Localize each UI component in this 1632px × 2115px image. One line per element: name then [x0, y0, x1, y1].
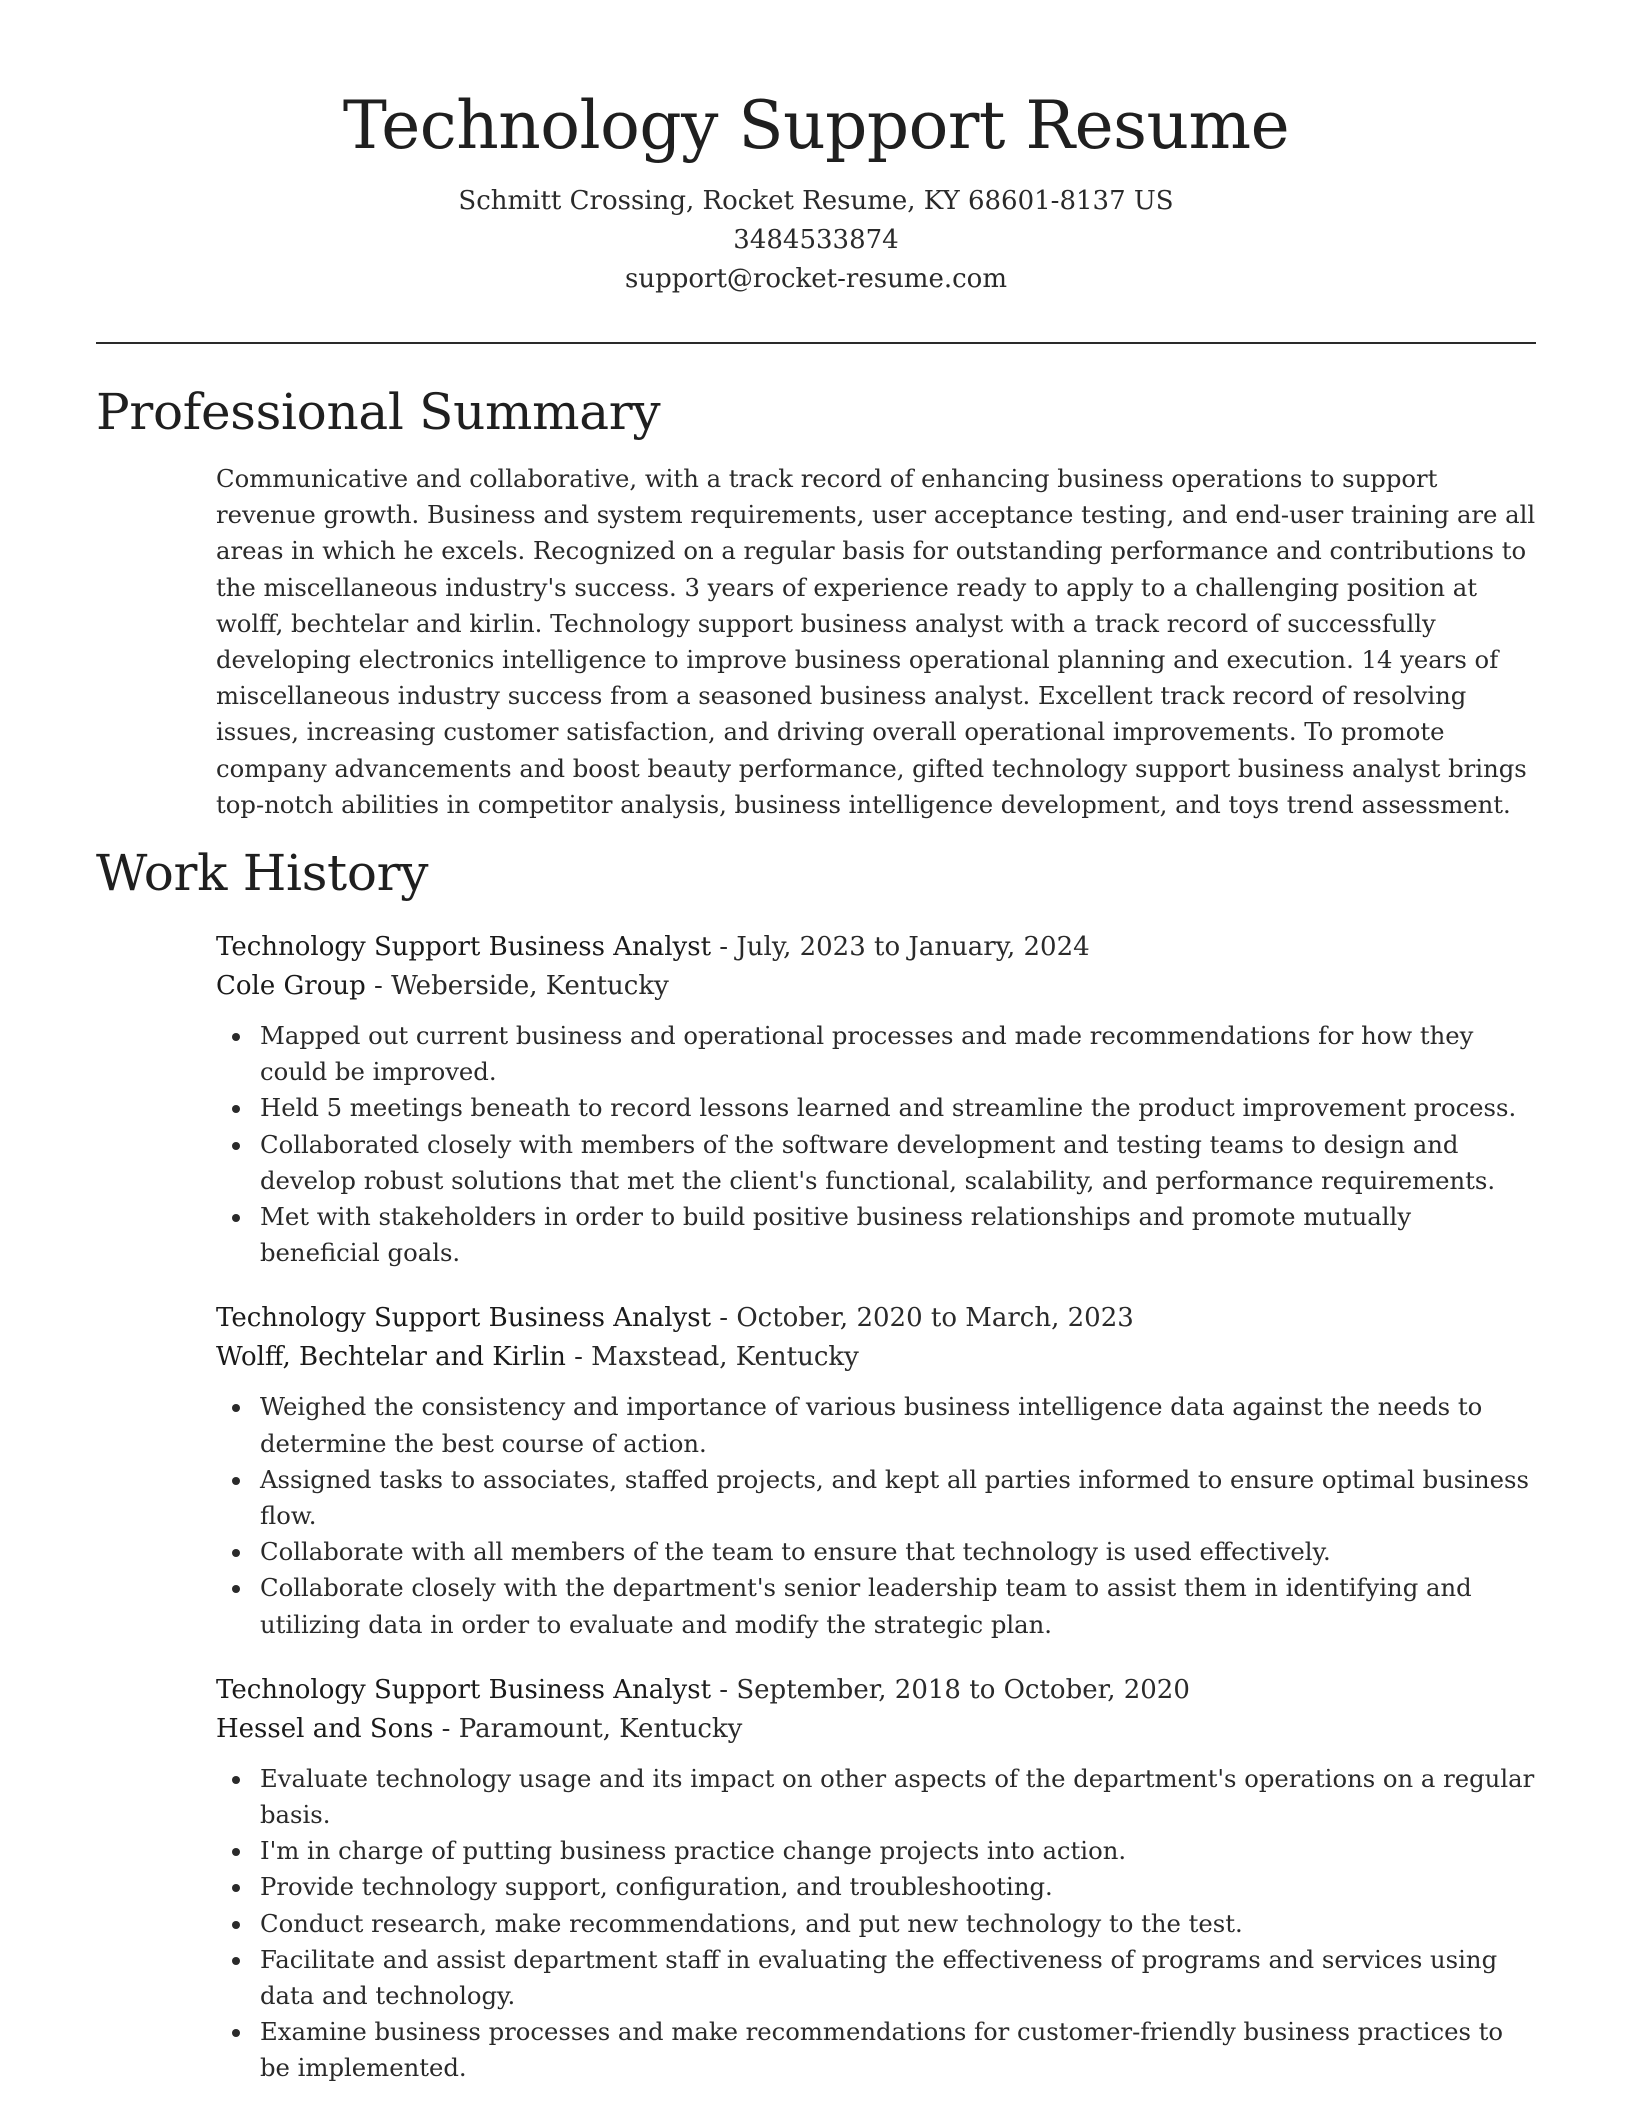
- job-dates: - September, 2018 to October, 2020: [711, 1674, 1190, 1705]
- header-divider: [96, 342, 1536, 344]
- list-item: I'm in charge of putting business practice change projects into action.: [216, 1833, 1538, 1869]
- contact-phone: 3484533874: [733, 225, 899, 255]
- job-title-line: [216, 928, 1538, 967]
- job-title-line: [216, 1671, 1538, 1710]
- resume-header: [0, 80, 1632, 299]
- job-company-line: [216, 1710, 1538, 1749]
- job-location: - Paramount, Kentucky: [433, 1713, 743, 1744]
- job-location: - Maxstead, Kentucky: [565, 1342, 859, 1373]
- list-item: Provide technology support, configuration, and troubleshooting.: [216, 1869, 1538, 1905]
- list-item: Collaborate closely with the department's senior leadership team to assist them in identifying and utilizing data in order to evaluate and modify the strategic plan.: [216, 1570, 1538, 1642]
- list-item: Conduct research, make recommendations, and put new technology to the test.: [216, 1906, 1538, 1942]
- work-history-list: [216, 928, 1538, 2115]
- job-company-line: [216, 1338, 1538, 1377]
- job-company: Wolff, Bechtelar and Kirlin: [216, 1342, 566, 1373]
- job-company-line: [216, 967, 1538, 1006]
- job-entry: [216, 1299, 1538, 1642]
- job-bullets: [216, 1389, 1538, 1642]
- job-dates: - October, 2020 to March, 2023: [711, 1303, 1134, 1334]
- list-item: Weighed the consistency and importance of various business intelligence data against the needs to determine the best course of action.: [216, 1389, 1538, 1461]
- list-item: Assigned tasks to associates, staffed projects, and kept all parties informed to ensure optimal business flow.: [216, 1462, 1538, 1534]
- job-title: Technology Support Business Analyst: [216, 1674, 712, 1705]
- summary-heading: Professional Summary: [96, 383, 661, 441]
- work-history-heading: Work History: [96, 844, 429, 902]
- job-bullets: [216, 1018, 1538, 1271]
- job-title: Technology Support Business Analyst: [216, 932, 712, 962]
- job-entry: [216, 1671, 1538, 2087]
- job-company: Hessel and Sons: [216, 1713, 434, 1744]
- page-title: Technology Support Resume: [342, 87, 1290, 164]
- list-item: Evaluate technology usage and its impact on other aspects of the department's operations on a regular basis.: [216, 1761, 1538, 1833]
- job-title-line: [216, 1299, 1538, 1338]
- job-entry: [216, 928, 1538, 1271]
- contact-address: Schmitt Crossing, Rocket Resume, KY 68601-8137 US: [458, 186, 1174, 216]
- job-dates: - July, 2023 to January, 2024: [711, 932, 1090, 962]
- contact-email: support@rocket-resume.com: [624, 264, 1007, 294]
- contact-info: [0, 182, 1632, 299]
- list-item: Collaborate with all members of the team to ensure that technology is used effectively.: [216, 1534, 1538, 1570]
- list-item: Mapped out current business and operational processes and made recommendations for how they could be improved.: [216, 1018, 1538, 1090]
- list-item: Examine business processes and make recommendations for customer-friendly business practices to be implemented.: [216, 2014, 1538, 2086]
- list-item: Held 5 meetings beneath to record lessons learned and streamline the product improvement process.: [216, 1090, 1538, 1126]
- job-company: Cole Group: [216, 971, 366, 1001]
- list-item: Collaborated closely with members of the software development and testing teams to design and develop robust solutions that met the client's functional, scalability, and performance requirements.: [216, 1127, 1538, 1199]
- summary-text: Communicative and collaborative, with a track record of enhancing business operations to support revenue growth. Business and system requirements, user acceptance testing, and end-user training are all areas in which he excels. Recognized on a regular basis for outstanding performance and contributions to the miscellaneous industry's success. 3 years of experience ready to apply to a challenging position at wolff, bechtelar and kirlin. Technology support business analyst with a track record of successfully developing electronics intelligence to improve business operational planning and execution. 14 years of miscellaneous industry success from a seasoned business analyst. Excellent track record of resolving issues, increasing customer satisfaction, and driving overall operational improvements. To promote company advancements and boost beauty performance, gifted technology support business analyst brings top-notch abilities in competitor analysis, business intelligence development, and toys trend assessment.: [216, 464, 1536, 819]
- job-title: Technology Support Business Analyst: [216, 1303, 712, 1334]
- list-item: Facilitate and assist department staff in evaluating the effectiveness of programs and services using data and technology.: [216, 1942, 1538, 2014]
- list-item: Met with stakeholders in order to build positive business relationships and promote mutually beneficial goals.: [216, 1199, 1538, 1271]
- job-location: - Weberside, Kentucky: [365, 971, 669, 1001]
- job-bullets: [216, 1761, 1538, 2087]
